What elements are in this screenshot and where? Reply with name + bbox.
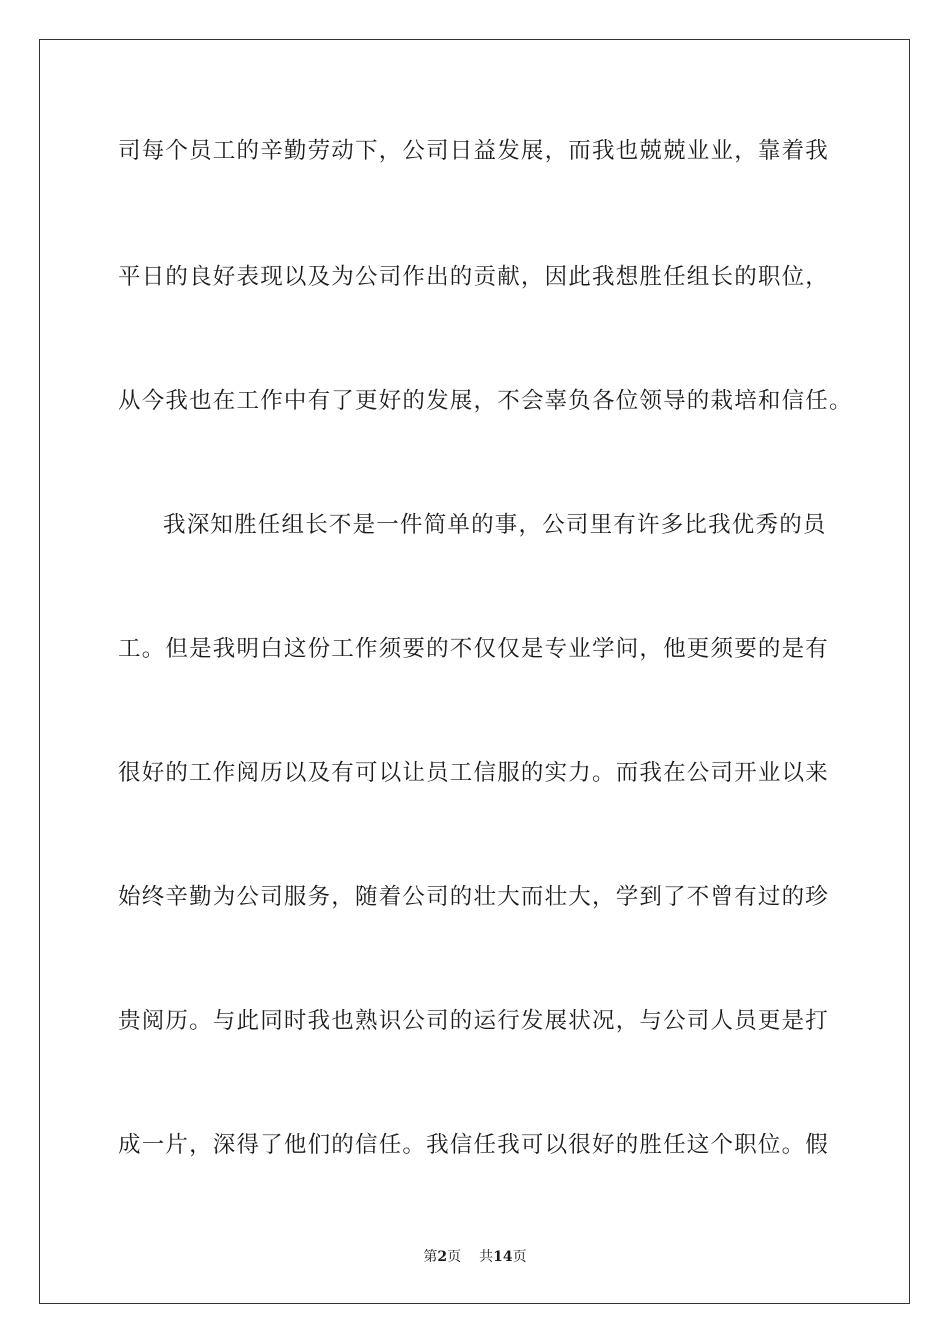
body-text-line-4: 我深知胜任组长不是一件简单的事，公司里有许多比我优秀的员 bbox=[163, 512, 827, 538]
total-prefix: 共 bbox=[479, 1249, 494, 1265]
body-text-line-8: 贵阅历。与此同时我也熟识公司的运行发展状况，与公司人员更是打 bbox=[118, 1008, 830, 1034]
total-pages-label bbox=[479, 1248, 526, 1266]
body-text-line-1: 司每个员工的辛勤劳动下，公司日益发展，而我也兢兢业业，靠着我 bbox=[118, 138, 830, 164]
body-text-line-3: 从今我也在工作中有了更好的发展，不会辜负各位领导的栽培和信任。 bbox=[118, 388, 853, 414]
page-footer bbox=[0, 1248, 950, 1266]
page-prefix: 第 bbox=[423, 1249, 438, 1265]
total-suffix: 页 bbox=[512, 1249, 527, 1265]
body-text-line-2: 平日的良好表现以及为公司作出的贡献，因此我想胜任组长的职位， bbox=[118, 264, 830, 290]
body-text-line-6: 很好的工作阅历以及有可以让员工信服的实力。而我在公司开业以来 bbox=[118, 760, 830, 786]
body-text-line-9: 成一片，深得了他们的信任。我信任我可以很好的胜任这个职位。假 bbox=[118, 1132, 830, 1158]
body-text-line-5: 工。但是我明白这份工作须要的不仅仅是专业学问，他更须要的是有 bbox=[118, 636, 830, 662]
page-number-label bbox=[423, 1248, 461, 1266]
page-number: 2 bbox=[437, 1249, 448, 1265]
body-text-line-7: 始终辛勤为公司服务，随着公司的壮大而壮大，学到了不曾有过的珍 bbox=[118, 884, 830, 910]
page-suffix: 页 bbox=[447, 1249, 462, 1265]
total-pages: 14 bbox=[493, 1249, 513, 1265]
page-border bbox=[39, 39, 910, 1304]
